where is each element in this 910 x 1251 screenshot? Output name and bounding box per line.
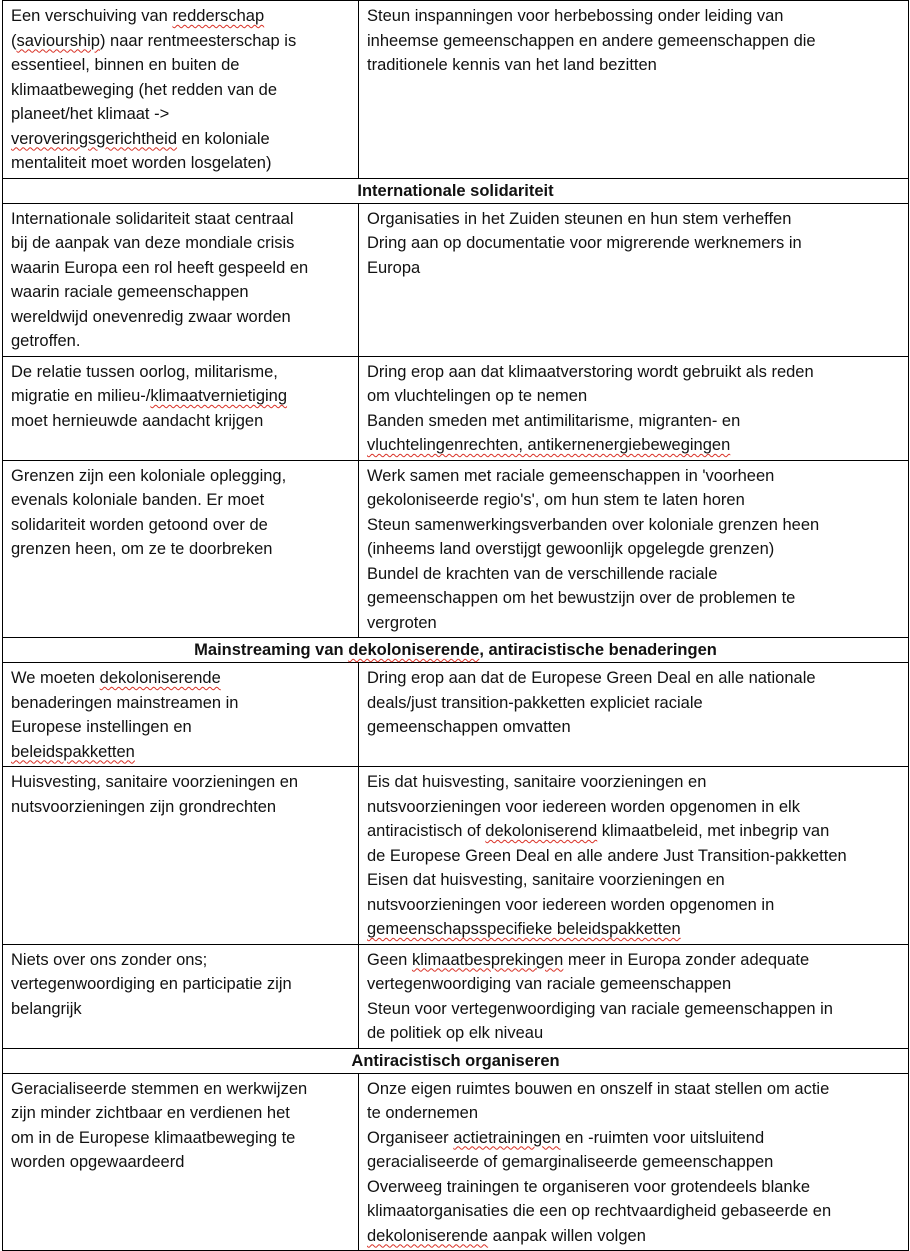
text-line <box>367 666 900 691</box>
text-segment: ) naar rentmeesterschap is <box>99 31 297 50</box>
text-segment: Steun inspanningen voor herbebossing onder leiding van <box>367 7 784 25</box>
policy-table-body <box>3 1 909 1251</box>
text-segment: antiracistisch of <box>367 822 486 840</box>
text-line <box>367 1175 900 1200</box>
action-cell <box>359 663 909 767</box>
text-segment: Niets over ons zonder ons; <box>11 950 208 969</box>
text-segment: klimaatbeleid, met inbegrip van <box>597 822 830 840</box>
text-segment: Organisaties in het Zuiden steunen en hun stem verheffen <box>367 209 792 228</box>
text-line <box>367 488 900 513</box>
text-line <box>11 691 350 716</box>
text-line <box>11 972 350 997</box>
text-segment: aanpak willen volgen <box>488 1226 646 1245</box>
text-segment: Dring erop aan dat de Europese Green Deal en alle nationale <box>367 669 816 687</box>
policy-table <box>2 0 909 1251</box>
text-segment: klimaatbeweging (het redden van de <box>11 80 278 99</box>
text-line <box>11 4 350 29</box>
text-line <box>11 740 350 765</box>
text-line <box>367 256 900 281</box>
text-segment: nutsvoorzieningen voor iedereen worden opgenomen in <box>367 895 775 914</box>
principle-cell <box>3 460 359 638</box>
text-line <box>11 795 350 820</box>
table-row <box>3 767 909 945</box>
text-segment: en koloniale <box>177 129 270 148</box>
principle-cell <box>3 356 359 460</box>
principle-cell <box>3 663 359 767</box>
text-segment: solidariteit worden getoond over de <box>11 515 268 534</box>
text-line <box>367 691 900 716</box>
text-segment: Dring aan op documentatie voor migrerende werknemers in <box>367 234 802 252</box>
spellcheck-flagged-word: klimaatvernietiging <box>150 387 288 405</box>
spellcheck-flagged-word: dekoloniserend <box>485 822 598 840</box>
text-line <box>11 513 350 538</box>
text-segment: Bundel de krachten van de verschillende raciale <box>367 564 718 583</box>
section-header-row <box>3 1048 909 1073</box>
text-line <box>367 53 900 78</box>
text-segment: Internationale solidariteit staat centraal <box>11 209 294 228</box>
text-line <box>367 972 900 997</box>
text-segment: gemeenschappen omvatten <box>367 718 571 736</box>
section-title <box>3 1048 909 1073</box>
text-segment: nutsvoorzieningen zijn grondrechten <box>11 797 277 816</box>
text-line <box>367 611 900 636</box>
text-segment: essentieel, binnen en buiten de <box>11 56 240 74</box>
text-segment: We moeten <box>11 669 100 687</box>
text-segment: om in de Europese klimaatbeweging te <box>11 1128 296 1147</box>
text-line <box>11 180 900 203</box>
action-cell <box>359 944 909 1048</box>
table-row <box>3 944 909 1048</box>
text-line <box>11 78 350 103</box>
text-line <box>367 464 900 489</box>
text-segment: Huisvesting, sanitaire voorzieningen en <box>11 773 299 791</box>
text-line <box>11 537 350 562</box>
text-segment: zijn minder zichtbaar en verdienen het <box>11 1104 290 1122</box>
table-row <box>3 203 909 356</box>
spellcheck-flagged-word: actietrainingen <box>453 1128 561 1147</box>
text-segment: Onze eigen ruimtes bouwen en onszelf in staat stellen om actie <box>367 1079 830 1098</box>
spellcheck-flagged-word: saviourship <box>16 31 100 50</box>
text-segment: planeet/het klimaat -> <box>11 105 170 123</box>
text-line <box>11 666 350 691</box>
text-segment: Steun samenwerkingsverbanden over koloniale grenzen heen <box>367 515 820 534</box>
text-segment: grenzen heen, om ze te doorbreken <box>11 540 273 558</box>
text-line <box>11 409 350 434</box>
spellcheck-flagged-word: gemeenschapsspecifieke beleidspakketten <box>367 920 681 938</box>
text-segment: getroffen. <box>11 332 81 350</box>
text-segment: Europa <box>367 258 421 277</box>
text-line <box>11 280 350 305</box>
text-line <box>367 4 900 29</box>
text-segment: Steun voor vertegenwoordiging van raciale gemeenschappen in <box>367 999 833 1018</box>
text-segment: klimaatorganisaties die een op rechtvaardigheid gebaseerde en <box>367 1202 832 1220</box>
text-line <box>367 207 900 232</box>
text-segment: vertegenwoordiging van raciale gemeenschappen <box>367 975 732 993</box>
text-line <box>11 639 900 662</box>
table-row <box>3 1 909 179</box>
text-segment: waarin Europa een rol heeft gespeeld en <box>11 258 309 277</box>
text-segment: evenals koloniale banden. Er moet <box>11 491 265 509</box>
text-segment: ( <box>11 31 17 50</box>
text-line <box>11 1077 350 1102</box>
text-segment: moet hernieuwde aandacht krijgen <box>11 411 264 430</box>
text-line <box>367 844 900 869</box>
text-line <box>367 715 900 740</box>
text-segment: gekoloniseerde regio's', om hun stem te laten horen <box>367 491 745 509</box>
action-cell <box>359 767 909 945</box>
text-line <box>367 586 900 611</box>
spellcheck-flagged-word: redderschap <box>172 7 265 25</box>
text-segment: vergroten <box>367 613 437 632</box>
spellcheck-flagged-word: dekoloniserende <box>367 1226 489 1245</box>
text-segment: Geen <box>367 950 412 969</box>
spellcheck-flagged-word: dekoloniserende <box>99 669 221 687</box>
principle-cell <box>3 203 359 356</box>
action-cell <box>359 203 909 356</box>
text-segment: bij de aanpak van deze mondiale crisis <box>11 234 295 252</box>
text-line <box>367 795 900 820</box>
text-segment: , antiracistische benaderingen <box>479 641 717 659</box>
text-segment: Overweeg trainingen te organiseren voor grotendeels blanke <box>367 1177 811 1196</box>
text-line <box>367 409 900 434</box>
text-segment: nutsvoorzieningen voor iedereen worden opgenomen in elk <box>367 797 800 816</box>
text-line <box>11 464 350 489</box>
text-segment: om vluchtelingen op te nemen <box>367 387 588 405</box>
text-line <box>11 305 350 330</box>
text-segment: Banden smeden met antimilitarisme, migranten- en <box>367 411 741 430</box>
text-segment: Organiseer <box>367 1128 454 1147</box>
text-segment: en -ruimten voor uitsluitend <box>560 1128 765 1147</box>
text-line <box>367 1101 900 1126</box>
text-line <box>367 1077 900 1102</box>
text-segment: waarin raciale gemeenschappen <box>11 283 249 301</box>
spellcheck-flagged-word: dekoloniserende <box>348 641 480 659</box>
text-line <box>11 1150 350 1175</box>
text-line <box>367 537 900 562</box>
spellcheck-flagged-word: beleidspakketten <box>11 742 135 761</box>
text-segment: Werk samen met raciale gemeenschappen in 'voorheen <box>367 466 775 485</box>
text-segment: de Europese Green Deal en alle andere Just Transition-pakketten <box>367 846 847 865</box>
text-segment: belangrijk <box>11 999 82 1018</box>
table-row <box>3 460 909 638</box>
text-line <box>367 893 900 918</box>
section-header-row <box>3 178 909 203</box>
action-cell <box>359 460 909 638</box>
text-line <box>367 997 900 1022</box>
text-line <box>11 384 350 409</box>
text-segment: gemeenschappen om het bewustzijn over de problemen te <box>367 589 796 607</box>
text-segment: Grenzen zijn een koloniale oplegging, <box>11 466 287 485</box>
text-line <box>367 1021 900 1046</box>
text-line <box>11 1126 350 1151</box>
text-segment: de politiek op elk niveau <box>367 1024 544 1042</box>
text-segment: (inheems land overstijgt gewoonlijk opgelegde grenzen) <box>367 540 775 558</box>
text-line <box>11 1050 900 1073</box>
text-segment: traditionele kennis van het land bezitten <box>367 56 657 74</box>
text-line <box>11 948 350 973</box>
text-line <box>11 360 350 385</box>
spellcheck-flagged-word: veroveringsgerichtheid <box>11 129 178 148</box>
text-line <box>11 770 350 795</box>
principle-cell <box>3 944 359 1048</box>
text-segment: Internationale solidariteit <box>357 181 554 200</box>
text-line <box>367 868 900 893</box>
text-line <box>367 917 900 942</box>
spellcheck-flagged-word: vluchtelingenrechten, antikernenergiebewegingen <box>367 436 731 454</box>
text-line <box>367 433 900 458</box>
text-segment: benaderingen mainstreamen in <box>11 693 239 712</box>
text-line <box>11 231 350 256</box>
text-line <box>11 256 350 281</box>
text-line <box>367 384 900 409</box>
text-segment: Eis dat huisvesting, sanitaire voorzieningen en <box>367 773 707 791</box>
text-line <box>11 102 350 127</box>
text-line <box>11 329 350 354</box>
text-line <box>367 1224 900 1249</box>
section-title <box>3 178 909 203</box>
text-segment: meer in Europa zonder adequate <box>563 950 810 969</box>
action-cell <box>359 1 909 179</box>
text-line <box>11 127 350 152</box>
text-line <box>367 231 900 256</box>
text-line <box>11 488 350 513</box>
spellcheck-flagged-word: klimaatbesprekingen <box>411 950 564 969</box>
text-line <box>367 360 900 385</box>
text-segment: Een verschuiving van <box>11 7 173 25</box>
text-line <box>367 562 900 587</box>
text-segment: mentaliteit moet worden losgelaten) <box>11 154 272 172</box>
text-line <box>11 997 350 1022</box>
text-line <box>367 770 900 795</box>
action-cell <box>359 356 909 460</box>
text-line <box>367 1199 900 1224</box>
text-segment: deals/just transition-pakketten expliciet raciale <box>367 693 703 712</box>
document-page <box>2 0 908 1251</box>
text-segment: wereldwijd onevenredig zwaar worden <box>11 307 291 326</box>
section-header-row <box>3 638 909 663</box>
text-segment: migratie en milieu-/ <box>11 387 151 405</box>
text-segment: Eisen dat huisvesting, sanitaire voorzieningen en <box>367 871 725 889</box>
text-line <box>11 207 350 232</box>
principle-cell <box>3 767 359 945</box>
text-line <box>367 513 900 538</box>
principle-cell <box>3 1 359 179</box>
text-line <box>367 819 900 844</box>
text-segment: Antiracistisch organiseren <box>351 1051 560 1070</box>
text-line <box>367 948 900 973</box>
table-row <box>3 663 909 767</box>
text-segment: vertegenwoordiging en participatie zijn <box>11 975 292 993</box>
text-segment: Dring erop aan dat klimaatverstoring wordt gebruikt als reden <box>367 362 814 381</box>
text-segment: De relatie tussen oorlog, militarisme, <box>11 362 278 381</box>
text-segment: Geracialiseerde stemmen en werkwijzen <box>11 1079 308 1098</box>
text-line <box>11 151 350 176</box>
text-line <box>11 1101 350 1126</box>
text-line <box>11 715 350 740</box>
text-segment: worden opgewaardeerd <box>11 1153 185 1171</box>
text-segment: geracialiseerde of gemarginaliseerde gemeenschappen <box>367 1153 774 1171</box>
text-line <box>11 29 350 54</box>
text-line <box>367 1126 900 1151</box>
text-line <box>367 29 900 54</box>
section-title <box>3 638 909 663</box>
text-line <box>367 1150 900 1175</box>
text-segment: Europese instellingen en <box>11 718 192 736</box>
text-segment: inheemse gemeenschappen en andere gemeenschappen die <box>367 31 816 50</box>
table-row <box>3 356 909 460</box>
text-segment: Mainstreaming van <box>194 641 349 659</box>
text-segment: te ondernemen <box>367 1104 478 1122</box>
text-line <box>11 53 350 78</box>
